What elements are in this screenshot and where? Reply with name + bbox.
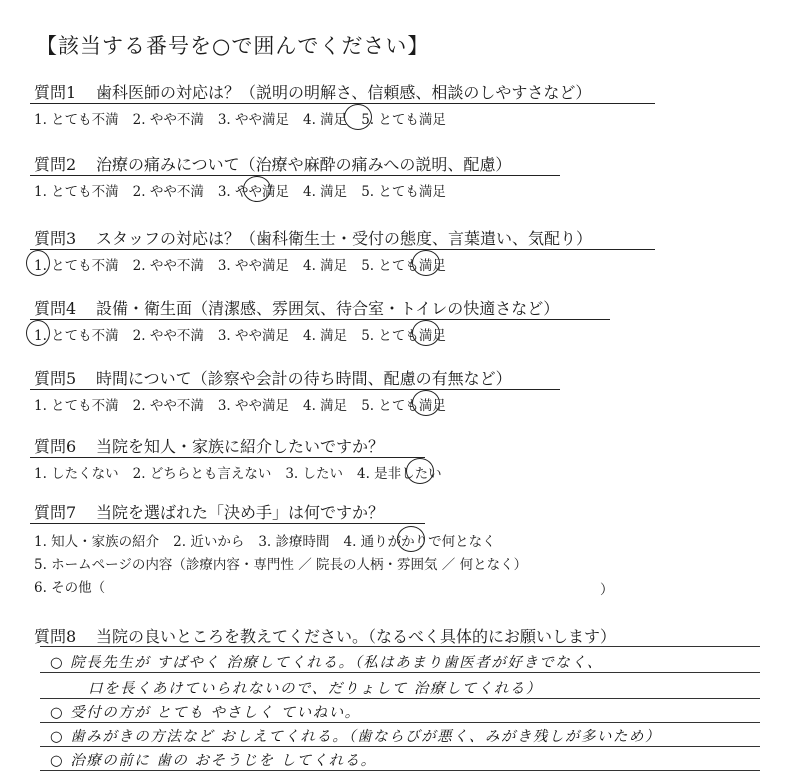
- underline: [30, 175, 560, 176]
- handwritten-answer: ○ 受付の方が とても やさしく ていねい。: [50, 705, 361, 721]
- option[interactable]: 3. やや満足: [217, 398, 290, 414]
- selection-circle: [406, 458, 434, 484]
- answer-line: [40, 746, 760, 747]
- options-4: [34, 324, 460, 344]
- question-7: [34, 500, 384, 523]
- question-text: 当院の良いところを教えてください。（なるべく具体的にお願いします）: [96, 627, 617, 646]
- option[interactable]: 2. やや不満: [132, 258, 204, 274]
- question-label: 質問7: [34, 503, 77, 522]
- option-homepage[interactable]: 5. ホームページの内容（診療内容・専門性 ／ 院長の人柄・雰囲気 ／ 何となく）: [34, 557, 528, 573]
- question-2: [34, 152, 511, 175]
- answer-line: [40, 770, 760, 771]
- question-text: 当院を選ばれた「決め手」は何ですか？: [96, 503, 385, 522]
- handwritten-answer: ○ 院長先生が すばやく 治療してくれる。（私はあまり歯医者が好きでなく、: [50, 655, 603, 671]
- underline: [30, 249, 655, 250]
- handwritten-answer: ○ 治療の前に 歯の おそうじを してくれる。: [50, 753, 377, 769]
- option[interactable]: 1. したくない: [34, 466, 119, 482]
- question-label: 質問1: [34, 83, 77, 102]
- question-text: 設備・衛生面（清潔感、雰囲気、待合室・トイレの快適さなど）: [96, 299, 560, 318]
- option[interactable]: 2. 近いから: [173, 534, 245, 550]
- selection-circle: [412, 250, 440, 276]
- option[interactable]: 5. とても満足: [361, 184, 446, 200]
- option[interactable]: 4. 満足: [303, 184, 348, 200]
- underline: [30, 523, 425, 524]
- option-other-close: ）: [600, 582, 614, 598]
- question-8: [34, 624, 616, 647]
- underline: [30, 103, 655, 104]
- option[interactable]: 2. やや不満: [132, 398, 204, 414]
- option-selected[interactable]: 5. とても満足: [361, 258, 446, 274]
- option[interactable]: 3. やや満足: [217, 112, 290, 128]
- page-title: 【該当する番号を○で囲んでください】: [36, 34, 430, 58]
- selection-circle: [412, 390, 440, 416]
- option[interactable]: 4. 満足: [303, 258, 348, 274]
- answer-line: [40, 672, 760, 673]
- answer-line: [40, 646, 760, 647]
- option[interactable]: 2. やや不満: [132, 112, 204, 128]
- option-selected[interactable]: 3. やや満足: [217, 184, 290, 200]
- question-text: 治療の痛みについて（治療や麻酔の痛みへの説明、配慮）: [96, 155, 512, 174]
- question-label: 質問4: [34, 299, 77, 318]
- option[interactable]: 2. どちらとも言えない: [132, 466, 272, 482]
- question-text: 歯科医師の対応は？（説明の明解さ、信頼感、相談のしやすさなど）: [96, 83, 592, 102]
- answer-line: [40, 698, 760, 699]
- question-5: [34, 366, 512, 389]
- option[interactable]: 1. とても不満: [34, 398, 119, 414]
- option[interactable]: 5. とても満足: [361, 112, 446, 128]
- option[interactable]: 3. やや満足: [217, 258, 290, 274]
- question-1: [34, 80, 591, 103]
- options-6: [34, 462, 456, 482]
- options-5: [34, 394, 460, 414]
- question-text: 当院を知人・家族に紹介したいですか？: [96, 437, 385, 456]
- option-selected[interactable]: 4. 是非したい: [357, 466, 442, 482]
- option-selected[interactable]: 4. 満足: [303, 112, 348, 128]
- option[interactable]: 3. やや満足: [217, 328, 290, 344]
- selection-circle: [397, 526, 425, 552]
- question-text: 時間について（診察や会計の待ち時間、配慮の有無など）: [96, 369, 512, 388]
- option-marked[interactable]: 1. とても不満: [34, 328, 119, 344]
- options-3: [34, 254, 460, 274]
- option[interactable]: 1. とても不満: [34, 184, 119, 200]
- question-3: [34, 226, 592, 249]
- option-selected[interactable]: 5. とても満足: [361, 398, 446, 414]
- answer-line: [40, 722, 760, 723]
- options-7: [34, 530, 510, 550]
- option[interactable]: 1. とても不満: [34, 112, 119, 128]
- option[interactable]: 3. 診療時間: [258, 534, 330, 550]
- question-4: [34, 296, 559, 319]
- selection-circle: [26, 320, 50, 346]
- option[interactable]: 2. やや不満: [132, 328, 204, 344]
- option-selected[interactable]: 5. とても満足: [361, 328, 446, 344]
- selection-circle: [412, 320, 440, 346]
- selection-circle: [344, 104, 372, 130]
- selection-circle: [243, 176, 271, 202]
- question-label: 質問2: [34, 155, 77, 174]
- option[interactable]: 4. 満足: [303, 328, 348, 344]
- question-label: 質問5: [34, 369, 77, 388]
- option-marked[interactable]: 1. とても不満: [34, 258, 119, 274]
- option-selected[interactable]: 4. 通りがかりで何となく: [343, 534, 496, 550]
- selection-circle: [26, 250, 50, 276]
- underline: [30, 389, 560, 390]
- option[interactable]: 2. やや不満: [132, 184, 204, 200]
- option-other[interactable]: 6. その他（: [34, 580, 106, 596]
- question-text: スタッフの対応は？（歯科衛生士・受付の態度、言葉遣い、気配り）: [96, 229, 593, 248]
- options-1: [34, 108, 460, 128]
- question-label: 質問8: [34, 627, 77, 646]
- underline: [30, 457, 425, 458]
- question-label: 質問3: [34, 229, 77, 248]
- option[interactable]: 1. 知人・家族の紹介: [34, 534, 160, 550]
- question-6: [34, 434, 384, 457]
- question-label: 質問6: [34, 437, 77, 456]
- handwritten-answer: 口を長くあけていられないので、だりょして 治療してくれる）: [88, 681, 542, 697]
- option[interactable]: 3. したい: [285, 466, 344, 482]
- option[interactable]: 4. 満足: [303, 398, 348, 414]
- handwritten-answer: ○ 歯みがきの方法など おしえてくれる。（歯ならびが悪く、みがき残しが多いため）: [50, 729, 661, 745]
- underline: [30, 319, 610, 320]
